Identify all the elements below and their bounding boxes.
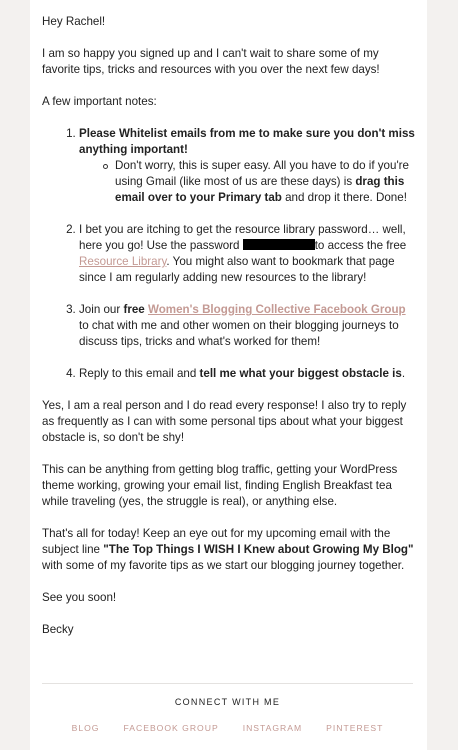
email-body [30, 0, 427, 638]
instagram-link[interactable]: INSTAGRAM [242, 723, 303, 733]
greeting: Hey Rachel! [42, 15, 106, 28]
connect-heading: CONNECT WITH ME [174, 697, 281, 707]
drag-email-bold: drag this email over to your Primary tab [115, 175, 405, 204]
whitelist-bold: Please Whitelist emails from me to make sure you don't miss anything important! [79, 127, 415, 156]
facebook-group-link[interactable]: Women's Blogging Collective Facebook Group [147, 303, 406, 316]
anything-paragraph: This can be anything from getting blog traffic, getting your WordPress theme working, growing your email list, finding English Breakfast tea while traveling (yes, the struggle is real), or anything else. [42, 463, 398, 508]
notes-heading: A few important notes: [42, 95, 157, 108]
facebook-group-footer-link[interactable]: FACEBOOK GROUP [123, 723, 219, 733]
next-email-paragraph: That's all for today! Keep an eye out for my upcoming email with the subject line "The Top Things I WISH I Knew about Growing My Blog" with some of my favorite tips as we start our blogging journey together. [42, 527, 414, 572]
blog-link[interactable]: BLOG [71, 723, 100, 733]
next-email-subject: "The Top Things I WISH I Knew about Growing My Blog" [103, 543, 414, 556]
email-card [30, 0, 427, 750]
note-item-password: 2. I bet you are itching to get the resource library password… well, here you go! Use the password to access the free Resource Library. You might also want to bookmark that page since I am regularly adding new resources to the library! [79, 222, 415, 286]
note-item-whitelist [79, 126, 415, 206]
whitelist-sublist [79, 158, 415, 206]
obstacle-bold: tell me what your biggest obstacle is [199, 367, 402, 380]
intro-paragraph: I am so happy you signed up and I can't wait to share some of my favorite tips, tricks and resources with you over the next few days! [42, 47, 380, 76]
notes-list [42, 126, 415, 382]
email-footer [42, 683, 413, 733]
see-you-text: See you soon! [42, 591, 117, 604]
redacted-password [243, 239, 315, 250]
note-item-facebook: 3. Join our free Women's Blogging Collective Facebook Group to chat with me and other women on their blogging journeys to discuss tips, tricks and what's worked for them! [79, 302, 415, 350]
pinterest-link[interactable]: PINTEREST [326, 723, 384, 733]
social-links [42, 723, 413, 733]
note-item-reply: 4. Reply to this email and tell me what your biggest obstacle is. [79, 366, 415, 382]
real-person-paragraph: Yes, I am a real person and I do read every response! I also try to reply as frequently as I can with some personal tips about what your biggest obstacle is, so don't be shy! [42, 399, 407, 444]
resource-library-link[interactable]: Resource Library [79, 255, 167, 268]
signature: Becky [42, 623, 74, 636]
whitelist-subitem: Don't worry, this is super easy. All you have to do if you're using Gmail (like most of us are these days) is drag this email over to your Primary tab and drop it there. Done! [115, 158, 415, 206]
